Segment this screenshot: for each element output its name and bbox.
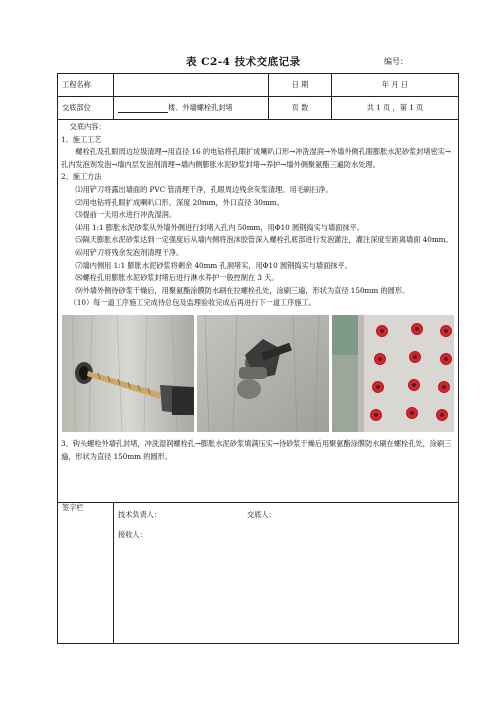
step-4: ⑷用 1:1 膨胀水泥砂浆从外墙外侧进行封堵入孔内 50mm，用Φ10 圆钢捣实与墙面抹平。 <box>75 222 364 232</box>
receiver-label: 接收人： <box>118 530 147 539</box>
section-1-title: 1、施工工艺 <box>61 134 102 144</box>
step-8: ⑻螺栓孔用膨胀水泥砂浆封堵后进行淋水养护一般控制在 3 天。 <box>75 273 279 283</box>
part-value: 楼、外墙螺栓孔封堵 <box>168 103 233 112</box>
photo-sealing <box>197 315 329 432</box>
document-title: 表 C2-4 技术交底记录 <box>186 56 301 68</box>
pages-value: 共 1 页 ，第 1 页 <box>332 97 459 120</box>
signature-cell <box>114 503 459 644</box>
date-label: 日 期 <box>269 74 332 97</box>
tech-lead-label: 技术负责人： <box>118 510 162 519</box>
step-6: ⑹用铲刀将残余发泡剂清理干净。 <box>75 247 184 257</box>
content-cell <box>58 120 459 503</box>
step-9: ⑼外墙外侧待砂浆干燥后，用聚氨酯涂膜防水刷在拉螺栓孔处，涂刷三遍，形状为直径 150mm 的圆形。 <box>75 285 410 295</box>
discloser-label: 交底人： <box>247 510 276 519</box>
project-name-value <box>114 74 269 97</box>
step-1: ⑴用铲刀将露出墙面的 PVC 管清理干净，孔眼周边残余灰浆清理。用毛刷扫净。 <box>75 184 333 194</box>
part-row <box>58 97 459 120</box>
step-3: ⑶提前一天用水进行冲洗湿润。 <box>75 210 177 220</box>
project-name-label: 工程名称 <box>58 74 114 97</box>
step-2: ⑵用电钻将孔眼扩成喇叭口形，深度 20mm，外口直径 30mm。 <box>75 197 284 207</box>
part-label: 交底部位 <box>58 97 114 120</box>
section-2-title: 2、施工方法 <box>61 172 102 182</box>
section-1-text: 螺栓孔及孔眼周边垃圾清理→用直径 16 的电钻将孔眼扩成喇叭口形→冲洗湿润→外墙外侧孔眼膨胀水泥砂浆封堵密实→孔内发泡剂发泡→墙内层发泡剂清理→墙内侧膨胀水泥砂浆封堵→养护→墙外侧聚氨酯三遍防水处理。 <box>61 147 452 169</box>
step-7: ⑺墙内侧用 1:1 膨胀水泥砂浆将剩余 40mm 孔洞堵实，用Φ10 圆钢捣实与墙面抹平。 <box>75 260 352 270</box>
construction-photos <box>61 315 455 432</box>
section-3-text: 3、钩头螺栓外墙孔封堵，冲洗湿润螺栓孔→膨胀水泥砂浆填满压实→待砂浆干燥后用聚氨酯涂膜防水刷在螺栓孔处，涂刷三遍，形状为直径 150mm 的圆形。 <box>61 438 452 461</box>
step-10: （10）每一道工序施工完成待总包及监理验收完成后再进行下一道工序施工。 <box>69 298 316 308</box>
document-number-label: 编号： <box>384 57 408 66</box>
photo-drilling <box>62 315 194 432</box>
photo-waterproofed-wall <box>332 315 454 432</box>
disclosure-form <box>57 73 459 644</box>
signature-row <box>58 503 459 644</box>
part-blank-line <box>118 103 168 113</box>
document-header <box>0 54 496 70</box>
content-heading: 交底内容： <box>69 122 106 131</box>
project-row <box>58 74 459 97</box>
content-row <box>58 120 459 503</box>
pages-label: 页 数 <box>269 97 332 120</box>
part-value-cell <box>114 97 269 120</box>
signature-label: 签字栏 <box>58 503 114 644</box>
step-5: ⑸隔天膨胀水泥砂浆达到一定强度后从墙内侧将泡沫胶管深入螺栓孔底部进行发泡灌注，灌注深度至距离墙面 40mm。 <box>75 235 453 245</box>
date-value: 年 月 日 <box>332 74 459 97</box>
